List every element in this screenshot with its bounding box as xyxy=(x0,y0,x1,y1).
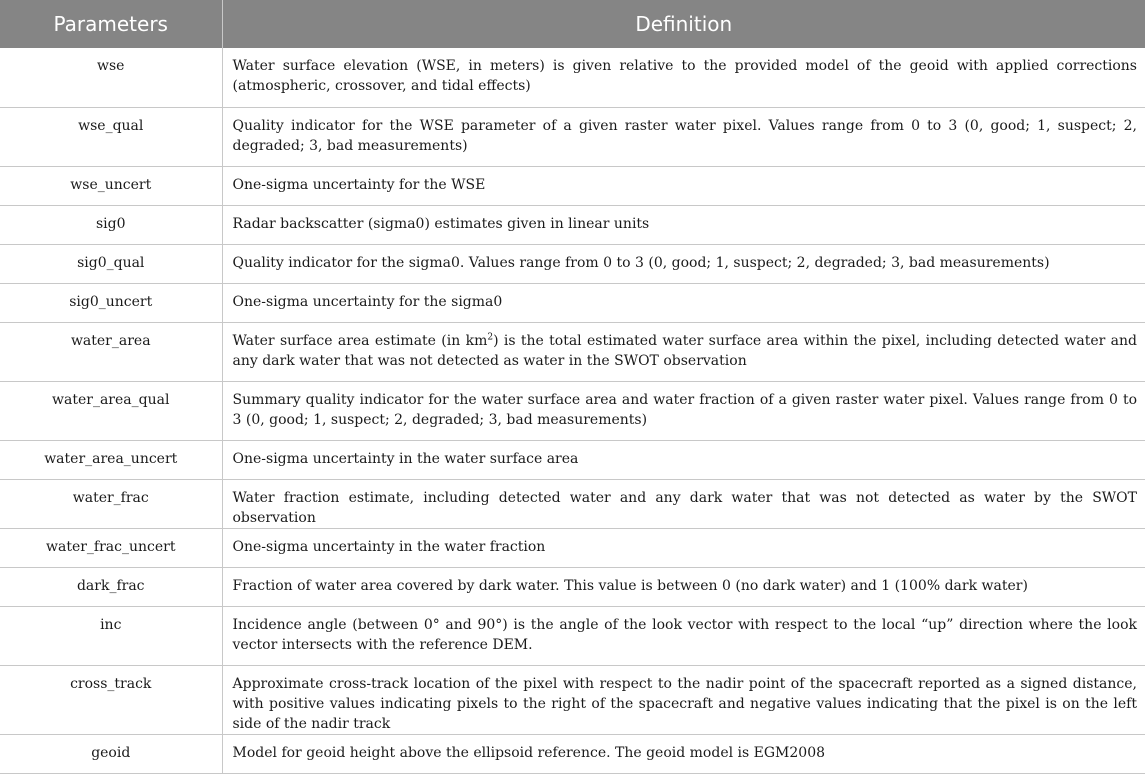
parameter-definition: Radar backscatter (sigma0) estimates given in linear units xyxy=(222,205,1145,244)
table-row xyxy=(0,381,1145,440)
parameter-name: sig0_uncert xyxy=(0,283,222,322)
table-row xyxy=(0,107,1145,166)
table-row xyxy=(0,48,1145,107)
parameter-name: sig0 xyxy=(0,205,222,244)
parameter-name: water_area xyxy=(0,322,222,381)
parameter-definition: One-sigma uncertainty in the water fraction xyxy=(222,528,1145,567)
table-row xyxy=(0,440,1145,479)
parameter-definition: Water fraction estimate, including detected water and any dark water that was not detected as water by the SWOT observation xyxy=(222,479,1145,528)
parameter-name: water_area_uncert xyxy=(0,440,222,479)
definition-text: ) is the total estimated water surface area within the pixel, including detected water and any dark water that was not detected as water in the SWOT observation xyxy=(232,332,1137,369)
table-row xyxy=(0,205,1145,244)
table-row xyxy=(0,479,1145,528)
table-row xyxy=(0,166,1145,205)
parameter-definition xyxy=(222,322,1145,381)
definition-text: Water surface area estimate (in km xyxy=(232,332,488,349)
parameter-name: water_frac xyxy=(0,479,222,528)
table-row xyxy=(0,322,1145,381)
parameter-name: dark_frac xyxy=(0,567,222,606)
parameter-definition: Incidence angle (between 0° and 90°) is the angle of the look vector with respect to the local “up” direction where the look vector intersects with the reference DEM. xyxy=(222,606,1145,665)
parameter-name: water_frac_uncert xyxy=(0,528,222,567)
table-header-row xyxy=(0,0,1145,48)
parameter-definition: Quality indicator for the WSE parameter of a given raster water pixel. Values range from 0 to 3 (0, good; 1, suspect; 2, degraded; 3, bad measurements) xyxy=(222,107,1145,166)
table-row xyxy=(0,734,1145,773)
parameter-name: cross_track xyxy=(0,665,222,734)
superscript: 2 xyxy=(487,331,494,342)
parameter-name: geoid xyxy=(0,734,222,773)
table-row xyxy=(0,606,1145,665)
parameter-name: wse_uncert xyxy=(0,166,222,205)
parameter-definition: Fraction of water area covered by dark water. This value is between 0 (no dark water) and 1 (100% dark water) xyxy=(222,567,1145,606)
parameter-name: wse_qual xyxy=(0,107,222,166)
table-row xyxy=(0,283,1145,322)
parameter-definition: Model for geoid height above the ellipsoid reference. The geoid model is EGM2008 xyxy=(222,734,1145,773)
parameter-name: wse xyxy=(0,48,222,107)
header-definition: Definition xyxy=(222,0,1145,48)
parameter-name: water_area_qual xyxy=(0,381,222,440)
parameter-name: sig0_qual xyxy=(0,244,222,283)
table-row xyxy=(0,528,1145,567)
parameter-definition: Quality indicator for the sigma0. Values range from 0 to 3 (0, good; 1, suspect; 2, degraded; 3, bad measurements) xyxy=(222,244,1145,283)
parameter-definition: One-sigma uncertainty for the sigma0 xyxy=(222,283,1145,322)
table-row xyxy=(0,567,1145,606)
parameter-definition: One-sigma uncertainty in the water surface area xyxy=(222,440,1145,479)
parameter-name: inc xyxy=(0,606,222,665)
table-row xyxy=(0,665,1145,734)
table-row xyxy=(0,244,1145,283)
parameter-definition: Water surface elevation (WSE, in meters) is given relative to the provided model of the geoid with applied corrections (atmospheric, crossover, and tidal effects) xyxy=(222,48,1145,107)
parameter-definition: One-sigma uncertainty for the WSE xyxy=(222,166,1145,205)
parameter-definition: Approximate cross-track location of the pixel with respect to the nadir point of the spacecraft reported as a signed distance, with positive values indicating pixels to the right of the spacecraft and negative values indicating that the pixel is on the left side of the nadir track xyxy=(222,665,1145,734)
parameter-definition: Summary quality indicator for the water surface area and water fraction of a given raster water pixel. Values range from 0 to 3 (0, good; 1, suspect; 2, degraded; 3, bad measurements) xyxy=(222,381,1145,440)
header-parameters: Parameters xyxy=(0,0,222,48)
